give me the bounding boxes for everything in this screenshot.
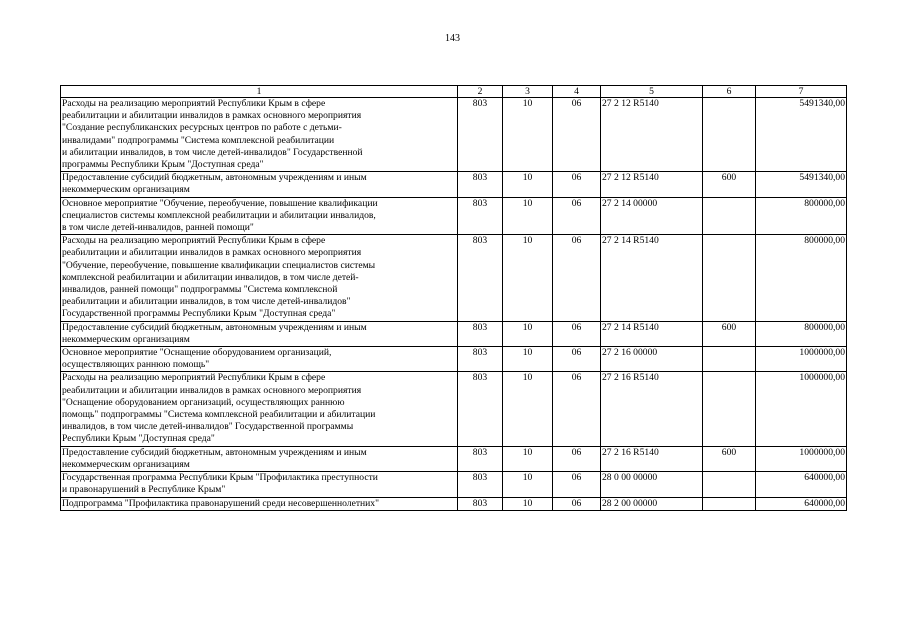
row-expense-type: 600 [703,172,756,197]
table-header [61,86,847,98]
row-ministry-code: 803 [458,235,503,321]
table-row [61,235,847,321]
row-subsection-code: 06 [553,321,601,346]
page-number: 143 [445,33,460,44]
row-section-code: 10 [503,472,553,497]
row-description: Расходы на реализацию мероприятий Республики Крым в сфере реабилитации и абилитации инвалидов в рамках основного мероприятия "Обучение, переобучение, повышение квалификации специалистов системы комплексной реабилитации и абилитации инвалидов, в том числе детей- инвалидов, ранней помощи" подпрограммы "Система комплексной реабилитации и абилитации инвалидов, в том числе детей-инвалидов" Государственной программы Республики Крым "Доступная среда" [61,235,458,321]
row-expense-type [703,347,756,372]
row-section-code: 10 [503,235,553,321]
table-row [61,172,847,197]
row-section-code: 10 [503,372,553,446]
header-cell: 2 [458,86,503,98]
row-description: Расходы на реализацию мероприятий Республики Крым в сфере реабилитации и абилитации инвалидов в рамках основного мероприятия "Оснащение оборудованием организаций, осуществляющих раннюю помощь" подпрограммы "Система комплексной реабилитации и абилитации инвалидов, в том числе детей-инвалидов" Государственной программы Республики Крым "Доступная среда" [61,372,458,446]
header-cell: 3 [503,86,553,98]
row-amount: 640000,00 [756,472,847,497]
row-ministry-code: 803 [458,347,503,372]
row-subsection-code: 06 [553,98,601,172]
row-target-article: 27 2 16 R5140 [601,372,703,446]
row-expense-type [703,472,756,497]
row-amount: 5491340,00 [756,98,847,172]
row-target-article: 27 2 14 00000 [601,197,703,235]
row-description: Основное мероприятие "Обучение, переобучение, повышение квалификации специалистов системы комплексной реабилитации и абилитации инвалидов, в том числе детей-инвалидов, ранней помощи" [61,197,458,235]
row-amount: 800000,00 [756,197,847,235]
row-expense-type [703,372,756,446]
table-row [61,98,847,172]
row-target-article: 27 2 16 R5140 [601,446,703,471]
row-ministry-code: 803 [458,321,503,346]
row-expense-type: 600 [703,321,756,346]
row-target-article: 28 2 00 00000 [601,497,703,510]
row-expense-type [703,235,756,321]
row-target-article: 28 0 00 00000 [601,472,703,497]
table-row [61,497,847,510]
row-section-code: 10 [503,197,553,235]
header-cell: 5 [601,86,703,98]
row-subsection-code: 06 [553,197,601,235]
row-target-article: 27 2 14 R5140 [601,235,703,321]
row-section-code: 10 [503,172,553,197]
row-amount: 800000,00 [756,235,847,321]
row-description: Расходы на реализацию мероприятий Республики Крым в сфере реабилитации и абилитации инвалидов в рамках основного мероприятия "Создание республиканских ресурсных центров по работе с детьми- инвалидами" подпрограммы "Система комплексной реабилитации и абилитации инвалидов, в том числе детей-инвалидов" Государственной программы Республики Крым "Доступная среда" [61,98,458,172]
table-row [61,372,847,446]
row-description: Основное мероприятие "Оснащение оборудованием организаций, осуществляющих раннюю помощь" [61,347,458,372]
header-cell: 7 [756,86,847,98]
row-description: Предоставление субсидий бюджетным, автономным учреждениям и иным некоммерческим организациям [61,446,458,471]
row-ministry-code: 803 [458,472,503,497]
row-subsection-code: 06 [553,446,601,471]
row-subsection-code: 06 [553,472,601,497]
budget-table [60,85,847,511]
row-expense-type [703,197,756,235]
table-row [61,446,847,471]
table-row [61,472,847,497]
row-description: Государственная программа Республики Крым "Профилактика преступности и правонарушений в Республике Крым" [61,472,458,497]
row-target-article: 27 2 16 00000 [601,347,703,372]
row-ministry-code: 803 [458,172,503,197]
row-ministry-code: 803 [458,446,503,471]
row-subsection-code: 06 [553,497,601,510]
row-subsection-code: 06 [553,372,601,446]
row-ministry-code: 803 [458,372,503,446]
header-cell: 6 [703,86,756,98]
row-section-code: 10 [503,98,553,172]
row-section-code: 10 [503,347,553,372]
row-amount: 1000000,00 [756,347,847,372]
row-target-article: 27 2 14 R5140 [601,321,703,346]
row-description: Предоставление субсидий бюджетным, автономным учреждениям и иным некоммерческим организациям [61,172,458,197]
row-expense-type [703,497,756,510]
row-ministry-code: 803 [458,98,503,172]
row-amount: 5491340,00 [756,172,847,197]
table-body [61,98,847,511]
row-ministry-code: 803 [458,197,503,235]
row-amount: 800000,00 [756,321,847,346]
header-row [61,86,847,98]
row-expense-type: 600 [703,446,756,471]
row-section-code: 10 [503,446,553,471]
row-section-code: 10 [503,497,553,510]
row-target-article: 27 2 12 R5140 [601,172,703,197]
table-row [61,197,847,235]
row-subsection-code: 06 [553,235,601,321]
row-expense-type [703,98,756,172]
table-row [61,347,847,372]
row-ministry-code: 803 [458,497,503,510]
table-row [61,321,847,346]
row-subsection-code: 06 [553,172,601,197]
header-cell: 1 [61,86,458,98]
row-description: Подпрограмма "Профилактика правонарушений среди несовершеннолетних" [61,497,458,510]
row-description: Предоставление субсидий бюджетным, автономным учреждениям и иным некоммерческим организациям [61,321,458,346]
row-amount: 640000,00 [756,497,847,510]
row-amount: 1000000,00 [756,372,847,446]
header-cell: 4 [553,86,601,98]
row-section-code: 10 [503,321,553,346]
row-target-article: 27 2 12 R5140 [601,98,703,172]
row-amount: 1000000,00 [756,446,847,471]
row-subsection-code: 06 [553,347,601,372]
